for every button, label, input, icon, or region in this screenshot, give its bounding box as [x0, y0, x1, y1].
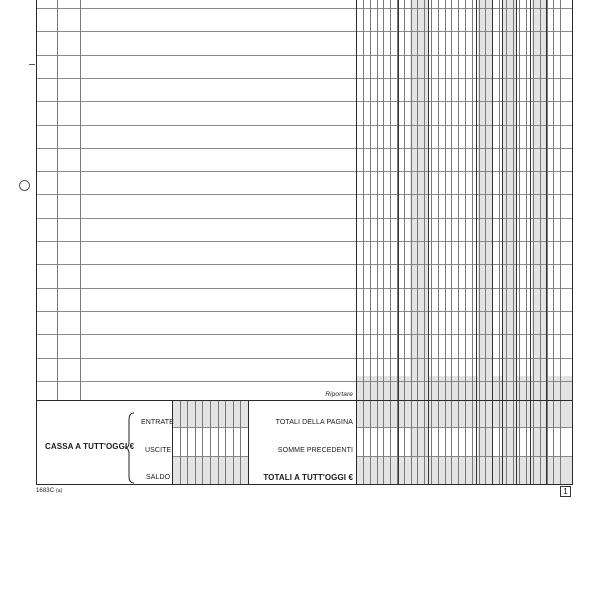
entrate-label: ENTRATE: [141, 419, 174, 426]
carry-forward-label: Riportare: [325, 391, 353, 398]
amount-group-line: [546, 0, 547, 484]
description-col-line: [356, 0, 357, 484]
amount-col-line: [472, 0, 473, 484]
amount-group-line: [398, 0, 399, 484]
amount-col-line: [377, 0, 378, 484]
amount-group-line: [428, 0, 429, 484]
uscite-label: USCITE: [145, 447, 172, 454]
amount-col-line: [370, 0, 371, 484]
margin-tick: [29, 64, 35, 65]
amount-col-line: [465, 0, 466, 484]
amount-col-line: [458, 0, 459, 484]
amount-col-line: [540, 0, 541, 484]
amount-col-line: [411, 0, 412, 484]
amount-group-line: [492, 0, 493, 484]
brace-icon: [124, 412, 136, 484]
totali-tuttoggi-label: TOTALI A TUTT'OGGI €: [263, 473, 353, 482]
amount-col-line: [424, 0, 425, 484]
amount-col-line: [445, 0, 446, 484]
page-number: 1: [563, 487, 568, 496]
amount-col-line: [363, 0, 364, 484]
page-number-box: [560, 486, 571, 497]
amount-col-line: [506, 0, 507, 484]
somme-precedenti-label: SOMME PRECEDENTI: [277, 447, 353, 454]
ledger-col-line: [57, 0, 58, 400]
amount-col-line: [513, 0, 514, 484]
frame-left: [36, 0, 37, 484]
amount-group-line: [502, 0, 503, 484]
amount-col-line: [519, 0, 520, 484]
cassa-col-line: [180, 400, 181, 484]
amount-group-line: [530, 0, 531, 484]
cassa-col-line: [202, 400, 203, 484]
cassa-col-line: [233, 400, 234, 484]
punch-hole-icon: [19, 180, 30, 191]
amount-col-line: [560, 0, 561, 484]
cassa-col-line: [195, 400, 196, 484]
amount-col-line: [553, 0, 554, 484]
cassa-label: CASSA A TUTT'OGGI €: [45, 442, 135, 451]
amount-col-line: [547, 0, 548, 484]
form-code-suffix: (a): [55, 488, 63, 494]
summary-divider: [248, 400, 249, 484]
amount-col-line: [431, 0, 432, 484]
amount-col-line: [383, 0, 384, 484]
cassa-col-line: [187, 400, 188, 484]
cassa-col-line: [218, 400, 219, 484]
amount-col-line: [417, 0, 418, 484]
amount-col-line: [499, 0, 500, 484]
amount-group-line: [476, 0, 477, 484]
frame-bottom: [36, 484, 573, 485]
amount-col-line: [390, 0, 391, 484]
frame-right: [572, 0, 573, 484]
amount-group-line: [516, 0, 517, 484]
saldo-label: SALDO: [146, 474, 171, 481]
cassa-col-line: [240, 400, 241, 484]
amount-col-line: [479, 0, 480, 484]
summary-top: [36, 400, 573, 401]
amount-col-line: [533, 0, 534, 484]
form-code: [36, 488, 62, 494]
ledger-col-line: [80, 0, 81, 400]
totali-pagina-label: TOTALI DELLA PAGINA: [275, 419, 353, 426]
amount-col-line: [404, 0, 405, 484]
form-code-main: 1683C: [36, 488, 55, 494]
amount-col-line: [526, 0, 527, 484]
cassa-col-line: [225, 400, 226, 484]
amount-col-line: [451, 0, 452, 484]
cassa-grid-left: [172, 400, 173, 484]
amount-col-line: [438, 0, 439, 484]
cassa-col-line: [210, 400, 211, 484]
amount-col-line: [485, 0, 486, 484]
